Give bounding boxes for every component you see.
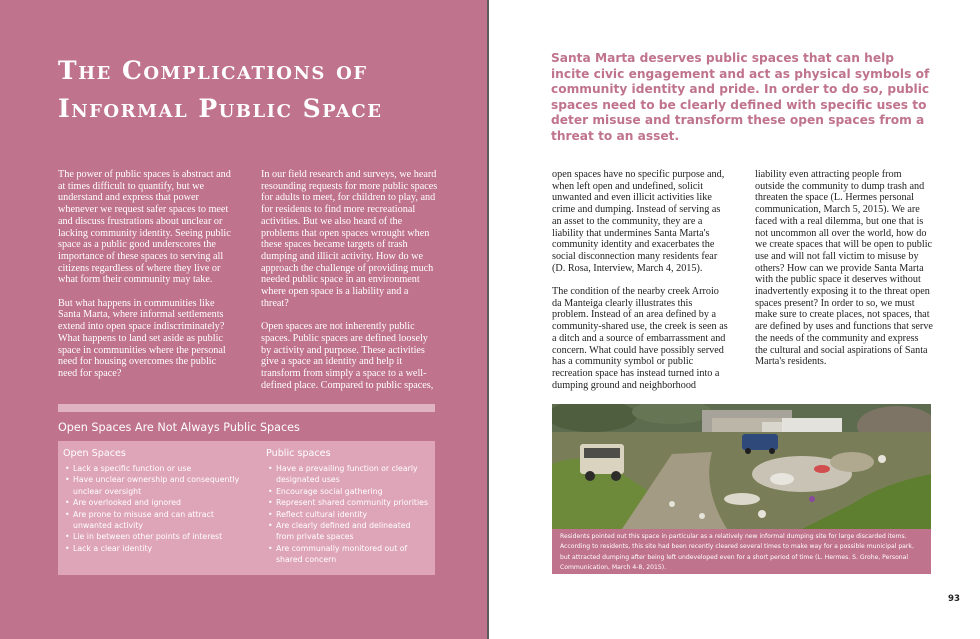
list-item: • Are overlooked and ignored bbox=[63, 497, 253, 508]
open-spaces-column bbox=[63, 448, 253, 554]
photo-caption: Residents pointed out this space in particular as a relatively new informal dumping site for large discarded items. According to residents, this site had been recently cleared several times to make way for a possible municipal park, but attracted dumping after being left undeveloped even for a short period of time (L. Hermes. S. Grohe, Personal Communication, March 4-8, 2015). bbox=[552, 529, 931, 574]
page-title bbox=[58, 52, 458, 128]
list-item: • Lack a specific function or use bbox=[63, 463, 253, 474]
paragraph: liability even attracting people from outside the community to dump trash and threaten the space (L. Hermes personal communication, March 5, 2015). We are faced with a real dilemma, but one that is not uncommon all over the world, how do we create spaces that will be open to public use and will not fall victim to misuse by others? How can we provide Santa Marta with the public space it deserves without inadvertently exposing it to the threat open spaces present? In order to so, we must make sure to create places, not spaces, that are defined by uses and functions that serve the needs of the community and express the cultural and social aspirations of Santa Marta's residents. bbox=[755, 169, 933, 368]
paragraph: open spaces have no specific purpose and, when left open and undefined, solicit unwanted and even illicit activities like crime and dumping. Instead of serving as an asset to the community, they are a liability that undermines Santa Marta's community identity and exacerbates the social disconnection many residents fear (D. Rosa, Interview, March 4, 2015). bbox=[552, 169, 725, 274]
list-item: • Lie in between other points of interest bbox=[63, 531, 253, 542]
open-spaces-heading: Open Spaces bbox=[63, 448, 126, 459]
public-spaces-heading: Public spaces bbox=[266, 448, 331, 459]
title-line-2: Informal Public Space bbox=[58, 94, 383, 123]
public-spaces-column bbox=[266, 448, 431, 566]
public-spaces-list bbox=[266, 463, 431, 566]
list-item: • Have a prevailing function or clearly designated uses bbox=[266, 463, 431, 486]
list-item: • Reflect cultural identity bbox=[266, 509, 431, 520]
list-item: • Have unclear ownership and consequently unclear oversight bbox=[63, 474, 253, 497]
paragraph: Open spaces are not inherently public spaces. Public spaces are defined loosely by activity and purpose. These activities give a space an identity and help it transform from simply a space to a well-defined place. Compared to public spaces, bbox=[261, 321, 434, 391]
paragraph: In our field research and surveys, we heard resounding requests for more public spaces for adults to meet, for children to play, and for residents to find more recreational activities. But we also heard of the problems that open spaces wrought when these spaces became targets of trash dumping and illicit activity. How do we approach the challenge of providing much needed public space in an environment where open space is a liability and a threat? bbox=[261, 169, 438, 309]
list-item: • Represent shared community priorities bbox=[266, 497, 431, 508]
title-line-1: The Complications of bbox=[58, 56, 368, 85]
paragraph: The power of public spaces is abstract and at times difficult to quantify, but we understand and express that power whenever we request safer spaces to meet and discuss frustrations about unclear or lacking community identity. Seeing public space as a public good underscores the importance of these spaces to serving all citizens regardless of where they live or what form their community may take. bbox=[58, 169, 231, 286]
paragraph: The condition of the nearby creek Arroio da Manteiga clearly illustrates this problem. Instead of an area defined by a community-shared use, the creek is seen as a ditch and a source of embarrassment and concern. What could have possibly served has a community symbol or public recreation space has instead turned into a dumping ground and neighborhood bbox=[552, 286, 728, 391]
right-column-2 bbox=[755, 169, 933, 368]
list-item: • Are communally monitored out of shared concern bbox=[266, 543, 431, 566]
left-column-2 bbox=[261, 169, 438, 391]
page-number: 93 bbox=[948, 594, 960, 604]
comparison-box bbox=[58, 441, 435, 575]
dumping-site-photo bbox=[552, 404, 931, 529]
paragraph: But what happens in communities like Santa Marta, where informal settlements extend into open space indiscriminately? What happens to land set aside as public space in communities where the personal need for housing overcomes the public need for space? bbox=[58, 297, 226, 379]
sidebar-box-title: Open Spaces Are Not Always Public Spaces bbox=[58, 421, 300, 434]
list-item: • Lack a clear identity bbox=[63, 543, 253, 554]
list-item: • Are clearly defined and delineated from private spaces bbox=[266, 520, 431, 543]
pull-quote: Santa Marta deserves public spaces that can help incite civic engagement and act as physical symbols of community identity and pride. In order to do so, public spaces need to be clearly defined with specific uses to deter misuse and transform these open spaces from a threat to an asset. bbox=[551, 51, 930, 143]
right-column-1 bbox=[552, 169, 730, 391]
section-divider bbox=[58, 404, 435, 412]
open-spaces-list bbox=[63, 463, 253, 554]
list-item: • Encourage social gathering bbox=[266, 486, 431, 497]
list-item: • Are prone to misuse and can attract unwanted activity bbox=[63, 509, 253, 532]
left-column-1 bbox=[58, 169, 234, 380]
